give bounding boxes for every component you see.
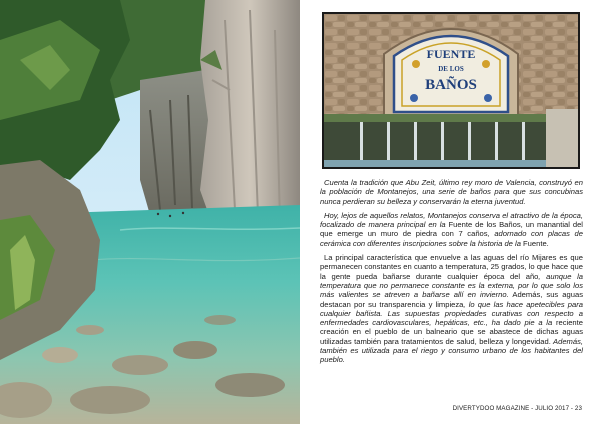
paragraph-3-seg-4: , lo que las hace apetecibles para cualquier bañista. Las supuestas propiedades curativas con respecto a enfermedades cardiovasculares, hepáticas, etc., ha dado pie a la [320,299,583,328]
right-column [300,0,600,424]
paragraph-2-seg-2: Fuente de los Baños [448,220,521,230]
tile-text-line2: DE LOS [438,65,464,73]
paragraph-2-seg-4: , adornado con placas de cerámica con diferentes inscripciones sobre la historia de la [320,229,583,248]
article-text [320,178,583,370]
paragraph-3-seg-3: Además, sus aguas destacan por su transparencia y limpieza [320,290,583,309]
paragraph-2-seg-5: Fuente. [523,238,549,248]
paragraph-2-seg-3: , un manantial del que emerge un muro de piedra con 7 caños [320,220,583,239]
paragraph-3-seg-5: reciente creación en el pueblo de un balneario que se abastece de dichas aguas utilizadas también para tratamientos de salud, belleza y longevidad. [320,318,583,346]
paragraph-1-text: Cuenta la tradición que Abu Zeit, último rey moro de Valencia, construyó en la población de Montanejos, una serie de baños para que sus concubinas nunca perdieran su belleza y conservarán la eterna juventud. [320,178,583,206]
paragraph-3-seg-6: Además, también es utilizada para el riego y consumo urbano de los habitantes del pueblo. [320,336,583,365]
paragraph-2-seg-1: Hoy, lejos de aquellos relatos, Montanejos conserva el atractivo de la época, focalizado de manera principal en la [320,210,583,230]
paragraph-3-seg-1: La principal característica que envuelve a las aguas del río Mijares es que permanecen constantes en cuanto a temperatura, 25 grados, lo que hace que la gente pueda bañarse durante cualquier época del año [320,253,583,281]
paragraph-3-seg-2: , aunque la temperatura que no permanece constante es la externa, por lo que solo los más valientes se atreven a bañarse allí en invierno. [320,271,583,300]
paragraph-3 [320,253,583,365]
tile-text-line1: FUENTE [426,47,476,61]
tile-text-line3: BAÑOS [425,77,477,93]
paragraph-2 [320,211,583,248]
fountain-photo [322,12,580,169]
magazine-footer: DIVERTYDOO MAGAZINE - JULIO 2017 - 23 [452,405,582,412]
paragraph-1 [320,178,583,206]
